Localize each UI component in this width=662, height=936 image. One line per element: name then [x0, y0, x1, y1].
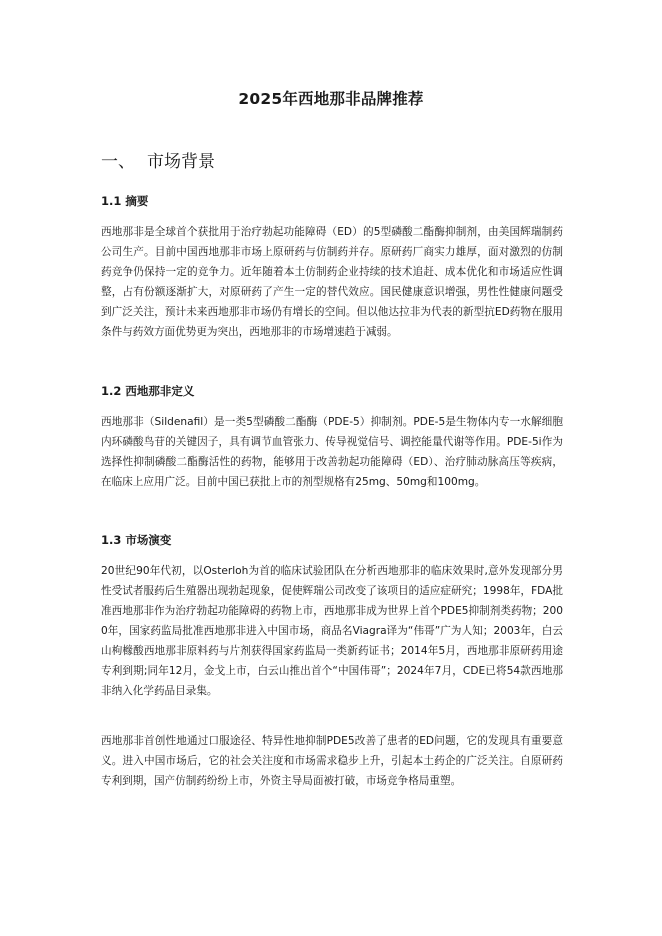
paragraph-definition: 西地那非（Sildenafil）是一类5型磷酸二酯酶（PDE-5）抑制剂。PDE-5是生物体内专一水解细胞内环磷酸鸟苷的关键因子，具有调节血管张力、传导视觉信号、调控能量代谢等作用。PDE-5i作为选择性抑制磷酸二酯酶活性的药物，能够用于改善勃起功能障碍（ED）、治疗肺动脉高压等疾病，在临床上应用广泛。目前中国已获批上市的剂型规格有25mg、50mg和100mg。	[101, 416, 563, 488]
paragraph-summary: 西地那非是全球首个获批用于治疗勃起功能障碍（ED）的5型磷酸二酯酶抑制剂，由美国辉瑞制药公司生产。目前中国西地那非市场上原研药与仿制药并存。原研药厂商实力雄厚，面对激烈的仿制药竞争仍保持一定的竞争力。近年随着本土仿制药企业持续的技术追赶、成本优化和市场适应性调整，占有份额逐渐扩大，对原研药了产生一定的替代效应。国民健康意识增强，男性性健康问题受到广泛关注，预计未来西地那非市场仍有增长的空间。但以他达拉非为代表的新型抗ED药物在服用条件与药效方面优势更为突出，西地那非的市场增速趋于减弱。	[101, 226, 563, 338]
document-title: 2025年西地那非品牌推荐	[238, 90, 424, 108]
section-title: 市场背景	[147, 152, 215, 172]
paragraph-market-evolution-1: 20世纪90年代初，以Osterloh为首的临床试验团队在分析西地那非的临床效果时,意外发现部分男性受试者服药后生殖器出现勃起现象，促使辉瑞公司改变了该项目的适应症研究；1998年，FDA批准西地那非作为治疗勃起功能障碍的药物上市，西地那非成为世界上首个PDE5抑制剂类药物；2000年，国家药监局批准西地那非进入中国市场，商品名Viagra译为“伟哥”广为人知；2003年，白云山枸橼酸西地那非原料药与片剂获得国家药监局一类新药证书；2014年5月，西地那非原研药用途专利到期;同年12月，金戈上市，白云山推出首个“中国伟哥”；2024年7月，CDE已将54款西地那非纳入化学药品目录集。	[101, 565, 563, 697]
section-heading-market-background	[101, 147, 215, 172]
subheading-market-evolution: 1.3 市场演变	[101, 533, 172, 547]
subheading-summary: 1.1 摘要	[101, 194, 149, 208]
paragraph-market-evolution-2: 西地那非首创性地通过口服途径、特异性地抑制PDE5改善了患者的ED问题，它的发现具有重要意义。进入中国市场后，它的社会关注度和市场需求稳步上升，引起本土药企的广泛关注。自原研药专利到期，国产仿制药纷纷上市，外资主导局面被打破，市场竞争格局重塑。	[101, 735, 563, 787]
section-number: 一、	[101, 152, 135, 172]
subheading-definition: 1.2 西地那非定义	[101, 384, 195, 398]
